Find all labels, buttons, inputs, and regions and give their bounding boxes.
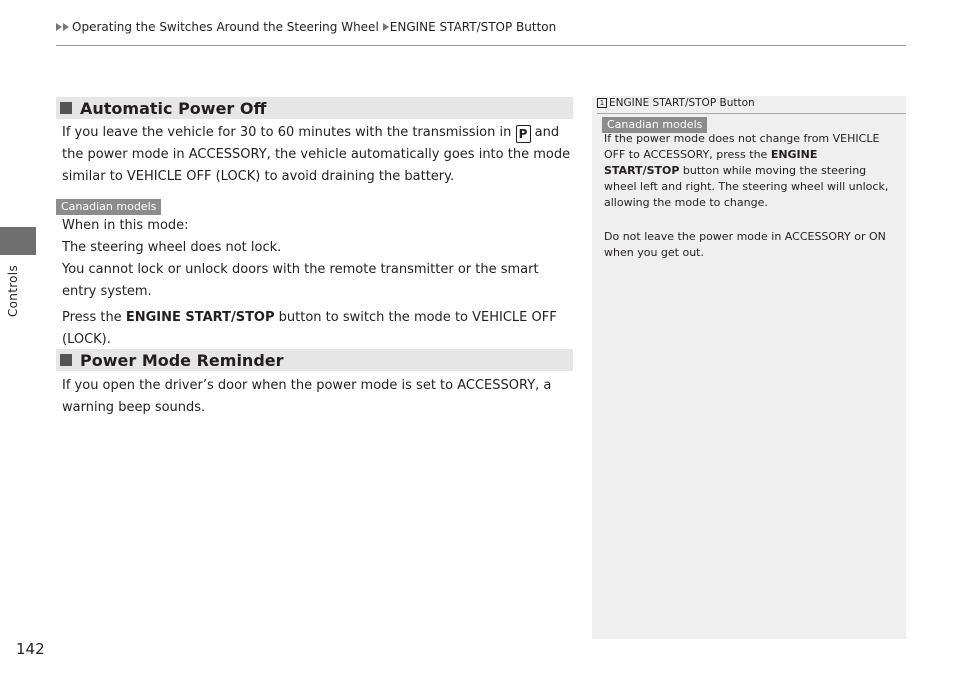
square-bullet-icon [60, 102, 72, 114]
text-line: You cannot lock or unlock doors with the remote transmitter or the smart entry system. [62, 262, 539, 299]
section-title: Automatic Power Off [80, 98, 267, 118]
body-paragraph [62, 122, 577, 188]
body-paragraph [62, 307, 577, 351]
section-heading-power-mode-reminder [56, 349, 573, 371]
text: and the power mode in ACCESSORY, the vehicle automatically goes into the mode similar to VEHICLE OFF (LOCK) to avoid draining the battery. [62, 125, 571, 184]
breadcrumb [56, 20, 556, 34]
canadian-models-badge: Canadian models [602, 117, 707, 133]
text: ENGINE START/STOP Button [609, 97, 755, 109]
sidebar-title [597, 97, 755, 109]
text-line: When in this mode: [62, 218, 189, 233]
header-divider [56, 45, 906, 46]
body-paragraph: If you open the driver’s door when the power mode is set to ACCESSORY, a warning beep sounds. [62, 378, 552, 415]
reference-icon: 1 [597, 98, 607, 108]
park-key-icon: P [516, 125, 531, 143]
breadcrumb-item: ENGINE START/STOP Button [389, 20, 557, 34]
section-heading-automatic-power-off [56, 97, 573, 119]
arrow-icon [383, 23, 389, 31]
breadcrumb-item: Operating the Switches Around the Steering Wheel [72, 20, 379, 34]
page-number: 142 [16, 640, 45, 658]
text: button to switch the mode to VEHICLE OFF (LOCK). [62, 310, 557, 347]
chapter-tab [0, 227, 36, 255]
text: Press the [62, 310, 126, 325]
sidebar-paragraph: Do not leave the power mode in ACCESSORY or ON when you get out. [604, 230, 886, 259]
sidebar-paragraph [604, 131, 896, 211]
bold-text: ENGINE START/STOP [604, 148, 818, 177]
mode-description [62, 215, 577, 303]
text: If the power mode does not change from VEHICLE OFF to ACCESSORY, press the [604, 132, 880, 161]
chapter-label: Controls [6, 265, 20, 318]
double-arrow-icon [63, 23, 69, 31]
section-title: Power Mode Reminder [80, 350, 284, 370]
text: button while moving the steering wheel left and right. The steering wheel will unlock, allowing the mode to change. [604, 164, 889, 209]
sidebar-divider [597, 113, 906, 114]
double-arrow-icon [56, 23, 62, 31]
text: If you leave the vehicle for 30 to 60 minutes with the transmission in [62, 125, 516, 140]
canadian-models-badge: Canadian models [56, 199, 161, 215]
square-bullet-icon [60, 354, 72, 366]
text-line: The steering wheel does not lock. [62, 240, 282, 255]
bold-text: ENGINE START/STOP [125, 310, 275, 325]
